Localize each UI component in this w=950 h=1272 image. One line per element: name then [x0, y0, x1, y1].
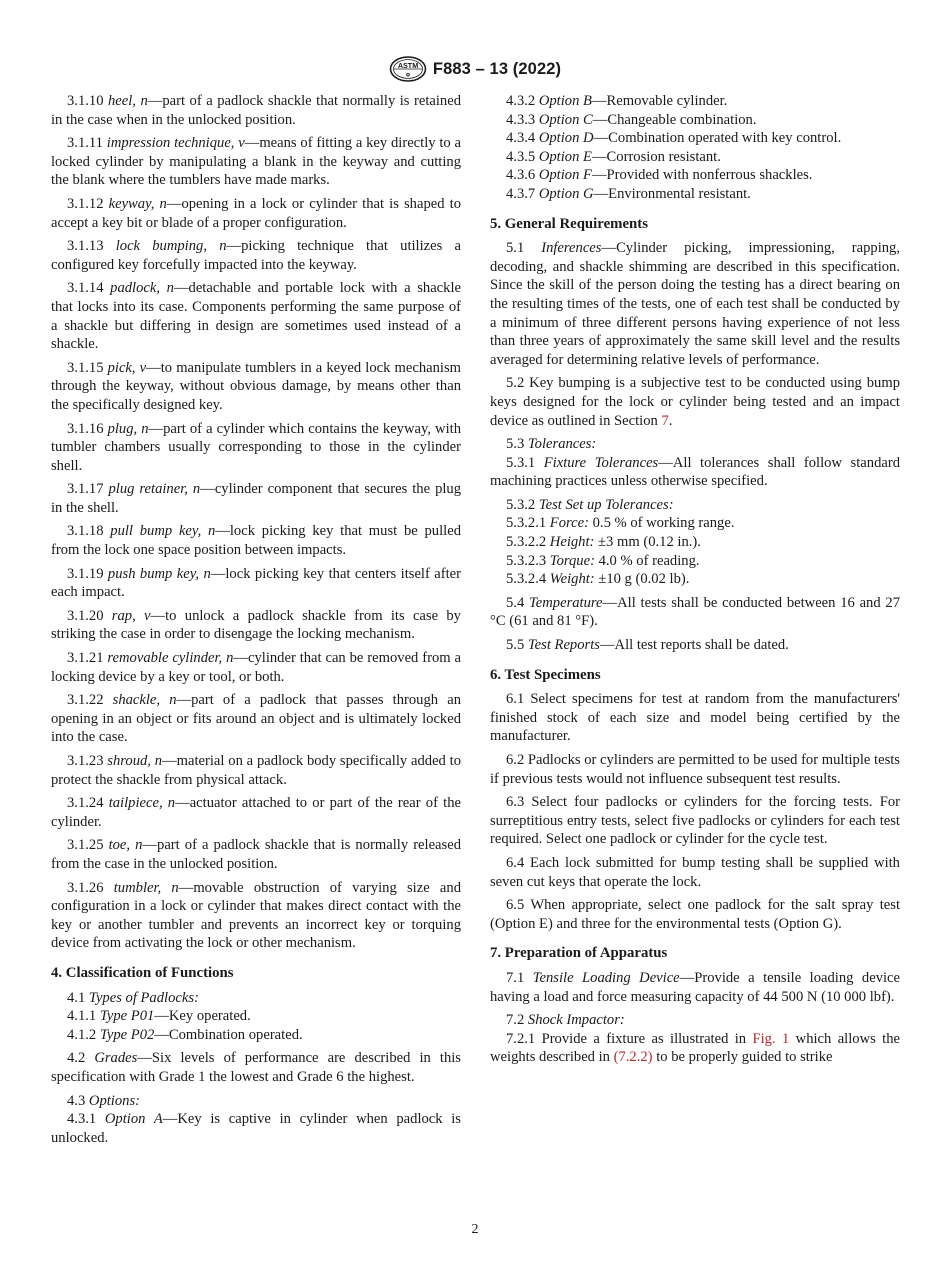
term-label: tailpiece, n: [108, 795, 176, 812]
section-7-heading: 7. Preparation of Apparatus: [490, 945, 668, 962]
text-run: 4.0 % of reading.: [594, 552, 700, 569]
term-label: Option A: [104, 1111, 163, 1128]
term-label: Option G: [538, 185, 594, 202]
definition-item: [51, 691, 461, 747]
text-run: 3.1.17: [67, 481, 104, 498]
text-run: —opening in a lock or cylinder that is shaped to accept a key bit or blade of a proper configuration.: [51, 195, 462, 231]
text-run: —Key operated.: [154, 1008, 251, 1025]
section-7-link[interactable]: 7: [661, 412, 669, 429]
term-label: Grades: [94, 1050, 138, 1067]
definition-item: [51, 92, 461, 129]
text-run: 4.3.1: [67, 1111, 97, 1128]
paragraph-7-2-1: [490, 1030, 900, 1067]
text-run: 3.1.19: [67, 565, 104, 582]
text-run: —detachable and portable lock with a shackle that locks into its case. Components performing the same purpose of a shackle but differing in design are sometimes used instead of a shackle.: [51, 280, 461, 353]
text-run: 4.3.2: [506, 93, 536, 109]
text-run: —cylinder that can be removed from a locking device by a key or tool, or both.: [51, 650, 461, 685]
term-label: pick, v: [107, 359, 147, 376]
definitions-list: [51, 92, 461, 953]
paragraph-5-5: [490, 636, 900, 655]
text-run: 4.3.3: [506, 111, 536, 128]
text-run: 6.3: [506, 794, 525, 811]
paragraph-4-3-1: [51, 1110, 461, 1147]
tolerance-item: [490, 570, 900, 589]
text-run: —Environmental resistant.: [593, 185, 751, 202]
paragraph-4-1: [51, 989, 461, 1008]
text-run: —Combination operated.: [154, 1026, 303, 1043]
text-run: 5.3.2.3: [506, 552, 547, 569]
definition-item: [51, 752, 461, 789]
text-run: 3.1.16: [67, 420, 104, 437]
specimen-paragraph: [490, 896, 900, 933]
specimen-paragraph: [490, 751, 900, 788]
specimen-paragraph: [490, 793, 900, 849]
text-run: —Cylinder picking, impressioning, rapping, decoding, and shackle shimming are described in this specification. Since the skill of the person doing the testing has a direct bearing on the resulting times of the tests, one of each test shall be conducted by a minimum of three different persons having experience of not less than three years of approximately the same skill level and the results averaged for determining relative levels of performance.: [490, 240, 900, 368]
text-run: 3.1.10: [67, 93, 104, 109]
term-label: Option C: [538, 111, 593, 128]
section-5-heading: 5. General Requirements: [490, 215, 648, 232]
text-run: —means of fitting a key directly to a locked cylinder by manipulating a blank in the keyway and cutting the blank where the tumblers have made marks.: [51, 135, 461, 189]
text-run: Each lock submitted for bump testing shall be supplied with seven cut keys that operate the lock.: [490, 854, 900, 890]
text-run: 6.4: [506, 854, 525, 871]
text-run: —Key is captive in cylinder when padlock is unlocked.: [51, 1111, 461, 1146]
term-label: tumbler, n: [113, 879, 179, 896]
specimen-paragraph: [490, 690, 900, 746]
text-run: 6.1: [506, 691, 525, 708]
right-column: [490, 92, 900, 1067]
paragraph-5-3-2: [490, 496, 900, 515]
text-run: —Changeable combination.: [592, 111, 757, 128]
text-run: 4.3.4: [506, 130, 536, 147]
section-4-heading: 4. Classification of Functions: [51, 964, 234, 981]
term-label: Temperature: [529, 594, 603, 611]
paragraph-5-2: [490, 374, 900, 430]
definition-item: [51, 607, 461, 644]
text-run: —part of a padlock shackle that normally is retained in the case when in the unlocked position.: [51, 93, 461, 128]
text-run: 4.2: [67, 1050, 86, 1067]
text-run: 5.3.2.2: [506, 534, 547, 551]
definition-item: [51, 794, 461, 831]
definition-item: [51, 836, 461, 873]
text-run: —part of a padlock that passes through an opening in an object or fits around an object and is ultimately locked into the case.: [51, 692, 461, 746]
options-list: [490, 92, 900, 204]
text-run: 5.3.2: [506, 496, 536, 513]
term-label: heel, n: [108, 93, 148, 109]
text-run: 5.3: [506, 436, 525, 453]
term-label: padlock, n: [110, 280, 174, 297]
text-run: 6.2: [506, 752, 525, 768]
paragraph-7-2: [490, 1011, 900, 1030]
text-run: —to manipulate tumblers in a keyed lock mechanism through the keyway, without obvious damage, by means other than the specifically designed key.: [51, 359, 461, 413]
paragraph-4-1-2: [51, 1026, 461, 1045]
tolerances-list: [490, 514, 900, 588]
term-label: Options:: [88, 1092, 140, 1109]
text-run: Key bumping is a subjective test to be conducted using bump keys designed for the lock or cylinder being tested and an impact device as outlined in Section: [490, 375, 900, 429]
definition-item: [51, 565, 461, 602]
text-run: 3.1.12: [67, 195, 104, 212]
text-run: 3.1.22: [67, 692, 104, 709]
text-run: 5.2: [506, 375, 525, 392]
text-run: —to unlock a padlock shackle from its case by striking the case in order to disengage the locking mechanism.: [51, 607, 461, 643]
astm-logo-text: ASTM: [397, 61, 419, 70]
text-run: 3.1.25: [67, 837, 104, 854]
text-run: 3.1.18: [67, 523, 104, 540]
text-run: 3.1.15: [67, 359, 104, 376]
definition-item: [51, 237, 461, 274]
text-run: 5.4: [506, 594, 525, 611]
text-run: .: [668, 412, 673, 429]
term-label: plug, n: [107, 420, 149, 437]
term-label: plug retainer, n: [108, 481, 201, 498]
text-run: 7.2: [506, 1012, 525, 1029]
definition-item: [51, 134, 461, 190]
paragraph-5-3: [490, 435, 900, 454]
term-label: Types of Padlocks:: [88, 989, 199, 1006]
paragraph-5-1: [490, 239, 900, 369]
definition-item: [51, 879, 461, 953]
option-item: [490, 185, 900, 204]
text-run: 7.1: [506, 969, 525, 986]
term-label: Type P01: [99, 1008, 155, 1025]
text-run: 7.2.1: [506, 1030, 536, 1047]
page-number: 2: [471, 1222, 479, 1237]
paragraph-4-3: [51, 1092, 461, 1111]
text-run: 4.3.5: [506, 148, 536, 165]
term-label: Inferences: [541, 240, 602, 257]
paragraph-5-4: [490, 594, 900, 631]
text-run: 5.1: [506, 240, 525, 257]
text-run: 5.3.2.1: [506, 515, 547, 532]
term-label: rap, v: [111, 607, 151, 624]
specimens-list: [490, 690, 900, 933]
definition-item: [51, 359, 461, 415]
option-item: [490, 166, 900, 185]
figure-1-link[interactable]: Fig. 1: [752, 1030, 790, 1047]
text-run: 3.1.26: [67, 879, 104, 896]
text-run: 4.3.7: [506, 185, 536, 202]
text-run: ±3 mm (0.12 in.).: [594, 534, 701, 551]
text-run: 3.1.20: [67, 607, 104, 624]
term-label: impression technique, v: [106, 135, 245, 152]
text-run: Provide a fixture as illustrated in: [541, 1030, 753, 1047]
term-label: Torque:: [549, 552, 595, 569]
term-label: lock bumping, n: [115, 238, 227, 255]
text-run: —Corrosion resistant.: [591, 148, 721, 165]
text-run: When appropriate, select one padlock for the salt spray test (Option E) and three for the environmental tests (Option G).: [490, 897, 900, 932]
left-column: [51, 92, 461, 1152]
text-run: —Removable cylinder.: [591, 93, 728, 109]
paragraph-7-1: [490, 969, 900, 1006]
definition-item: [51, 649, 461, 686]
text-run: —part of a padlock shackle that is normally released from the case in the unlocked position.: [51, 837, 461, 872]
text-run: —Provided with nonferrous shackles.: [591, 167, 813, 184]
term-label: Force:: [549, 515, 589, 532]
text-run: 3.1.23: [67, 753, 104, 769]
text-run: —lock picking key that must be pulled from the lock one space position between impacts.: [51, 523, 461, 559]
term-label: Option F: [538, 167, 592, 184]
text-run: —picking technique that utilizes a configured key forcefully impacted into the keyway.: [51, 238, 461, 273]
astm-logo-icon: [389, 56, 427, 82]
text-run: 3.1.14: [67, 280, 104, 297]
term-label: Option D: [538, 130, 594, 147]
text-run: which allows the weights described in: [490, 1030, 901, 1066]
text-run: ±10 g (0.02 lb).: [594, 571, 690, 588]
text-run: 3.1.21: [67, 650, 104, 667]
option-item: [490, 92, 900, 111]
text-run: 4.1.2: [67, 1026, 97, 1043]
option-item: [490, 129, 900, 148]
term-label: Shock Impactor:: [527, 1012, 625, 1029]
text-run: —part of a cylinder which contains the keyway, with tumbler chambers usually corresponding to those in the cylinder shell.: [51, 420, 461, 474]
section-6-heading: 6. Test Specimens: [490, 666, 601, 683]
text-run: 6.5: [506, 897, 525, 914]
text-run: —All tolerances shall follow standard machining practices unless otherwise specified.: [490, 454, 900, 490]
paragraph-4-2: [51, 1049, 461, 1086]
definition-item: [51, 480, 461, 517]
option-item: [490, 111, 900, 130]
term-label: Option B: [538, 93, 592, 109]
section-7-2-2-link[interactable]: (7.2.2): [613, 1049, 653, 1066]
term-label: Height:: [549, 534, 595, 551]
text-run: —Six levels of performance are described in this specification with Grade 1 the lowest and Grade 6 the highest.: [51, 1050, 461, 1085]
text-run: 4.1: [67, 989, 86, 1006]
term-label: Type P02: [99, 1026, 155, 1043]
text-run: 5.3.2.4: [506, 571, 547, 588]
text-run: —All tests shall be conducted between 16 and 27 °C (61 and 81 °F).: [490, 594, 900, 630]
svg-text:⚙: ⚙: [405, 72, 411, 79]
term-label: Tolerances:: [527, 436, 597, 453]
term-label: Test Reports: [527, 637, 600, 654]
text-run: 4.3: [67, 1092, 86, 1109]
text-run: —Provide a tensile loading device having a load and force measuring capacity of 44 500 N (10 000 lbf).: [490, 969, 900, 1005]
term-label: shackle, n: [112, 692, 177, 709]
term-label: removable cylinder, n: [107, 650, 234, 667]
term-label: Option E: [538, 148, 592, 165]
document-designation: F883 – 13 (2022): [432, 59, 562, 78]
definition-item: [51, 420, 461, 476]
term-label: push bump key, n: [107, 565, 211, 582]
text-run: to be properly guided to strike: [652, 1049, 833, 1066]
definition-item: [51, 522, 461, 559]
paragraph-5-3-1: [490, 454, 900, 491]
term-label: toe, n: [108, 837, 143, 854]
text-run: —Combination operated with key control.: [593, 130, 842, 147]
term-label: keyway, n: [108, 195, 167, 212]
term-label: pull bump key, n: [110, 523, 216, 540]
paragraph-4-1-1: [51, 1007, 461, 1026]
definition-item: [51, 279, 461, 353]
tolerance-item: [490, 514, 900, 533]
page-header: [0, 56, 950, 82]
term-label: Fixture Tolerances: [543, 454, 659, 471]
text-run: —material on a padlock body specifically added to protect the shackle from physical attack.: [51, 753, 461, 788]
text-run: 4.1.1: [67, 1008, 97, 1025]
definition-item: [51, 195, 461, 232]
text-run: —All test reports shall be dated.: [599, 637, 789, 654]
text-run: 5.3.1: [506, 454, 536, 471]
text-run: 5.5: [506, 637, 525, 654]
text-run: Padlocks or cylinders are permitted to be used for multiple tests if previous tests would not influence subsequent test results.: [490, 752, 900, 787]
text-run: 0.5 % of working range.: [588, 515, 735, 532]
term-label: Test Set up Tolerances:: [538, 496, 674, 513]
term-label: shroud, n: [107, 753, 163, 769]
text-run: —movable obstruction of varying size and configuration in a lock or cylinder that makes direct contact with the key or another tumbler and prevents an incorrect key or torquing device from activating the lock or other mechanism.: [51, 879, 462, 952]
tolerance-item: [490, 552, 900, 571]
text-run: 4.3.6: [506, 167, 536, 184]
text-run: 3.1.11: [67, 135, 103, 152]
option-item: [490, 148, 900, 167]
tolerance-item: [490, 533, 900, 552]
text-run: —actuator attached to or part of the rear of the cylinder.: [51, 795, 462, 830]
specimen-paragraph: [490, 854, 900, 891]
text-run: —lock picking key that centers itself after each impact.: [51, 565, 461, 601]
term-label: Tensile Loading Device: [532, 969, 680, 986]
text-run: 3.1.13: [67, 238, 104, 255]
text-run: Select specimens for test at random from the manufacturers' finished stock of each size and model being certified by the manufacturer.: [490, 691, 900, 745]
term-label: Weight:: [549, 571, 595, 588]
text-run: —cylinder component that secures the plug in the shell.: [51, 481, 462, 516]
text-run: 3.1.24: [67, 795, 104, 812]
text-run: Select four padlocks or cylinders for the forcing tests. For surreptitious entry tests, select five padlocks or cylinders for each test required. Select one padlock or cylinder for the cycle test.: [490, 794, 900, 848]
